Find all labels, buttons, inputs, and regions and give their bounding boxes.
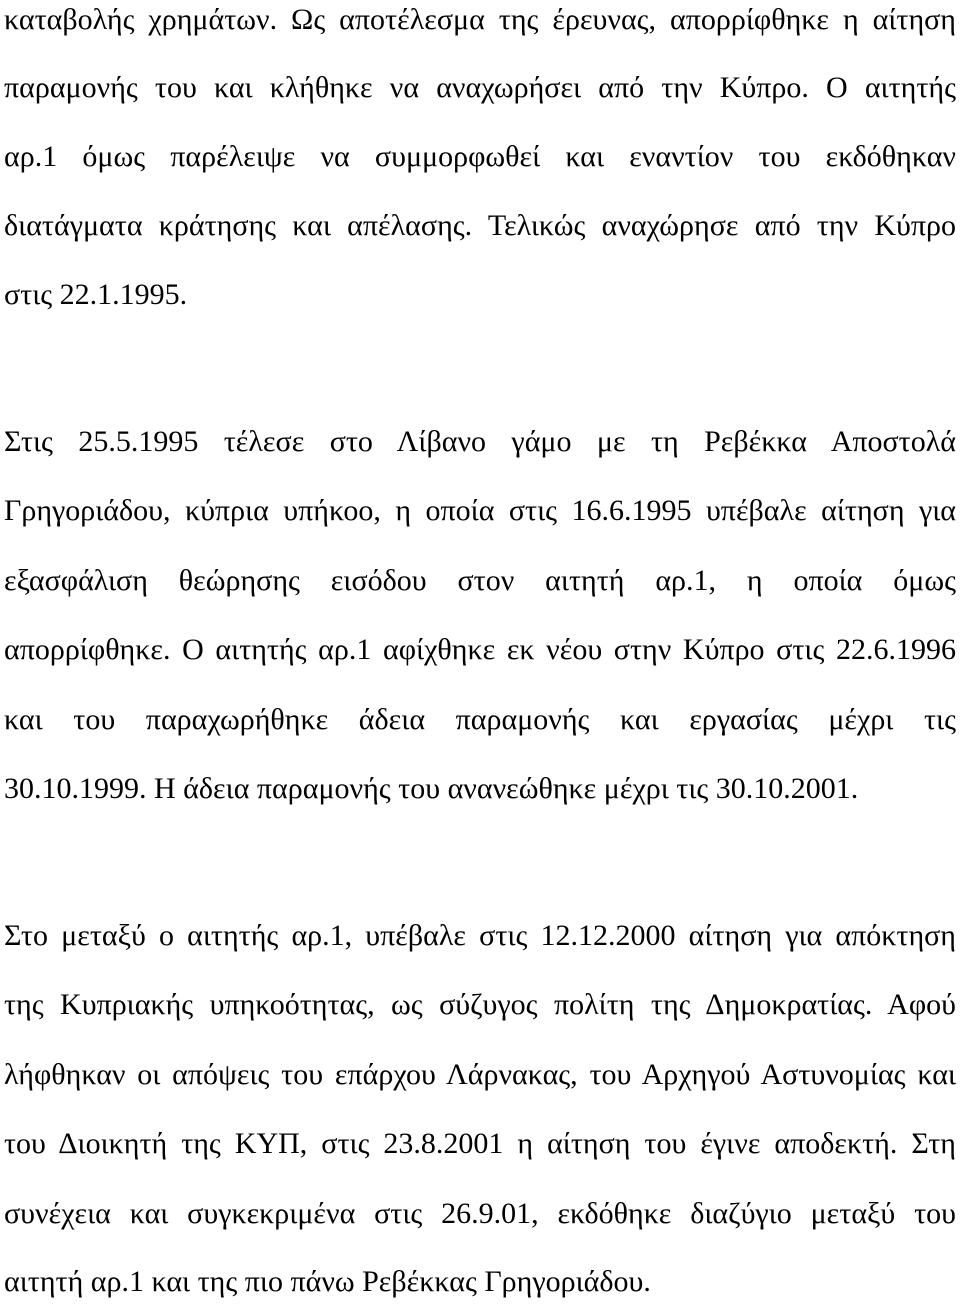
text-line: Στο μεταξύ ο αιτητής αρ.1, υπέβαλε στις 12.12.2000 αίτηση για απόκτηση: [4, 919, 956, 952]
text-line: του Διοικητή της ΚΥΠ, στις 23.8.2001 η αίτηση του έγινε αποδεκτή. Στη: [4, 1127, 956, 1160]
text-line: καταβολής χρημάτων. Ως αποτέλεσμα της έρευνας, απορρίφθηκε η αίτηση: [4, 3, 956, 36]
text-line: Στις 25.5.1995 τέλεσε στο Λίβανο γάμο με τη Ρεβέκκα Αποστολά: [4, 425, 956, 458]
text-line: Γρηγοριάδου, κύπρια υπήκοο, η οποία στις 16.6.1995 υπέβαλε αίτηση για: [4, 494, 956, 527]
text-line: της Κυπριακής υπηκοότητας, ως σύζυγος πολίτη της Δημοκρατίας. Αφού: [4, 988, 956, 1021]
text-line: αιτητή αρ.1 και της πιο πάνω Ρεβέκκας Γρηγοριάδου.: [4, 1265, 651, 1298]
text-line: λήφθηκαν οι απόψεις του επάρχου Λάρνακας, του Αρχηγού Αστυνομίας και: [4, 1058, 956, 1091]
text-line: παραμονής του και κλήθηκε να αναχωρήσει από την Κύπρο. Ο αιτητής: [4, 71, 956, 104]
text-line: στις 22.1.1995.: [4, 278, 188, 311]
text-line: απορρίφθηκε. Ο αιτητής αρ.1 αφίχθηκε εκ νέου στην Κύπρο στις 22.6.1996: [4, 633, 956, 666]
text-line: και του παραχωρήθηκε άδεια παραμονής και εργασίας μέχρι τις: [4, 703, 956, 736]
text-line: 30.10.1999. Η άδεια παραμονής του ανανεώθηκε μέχρι τις 30.10.2001.: [4, 772, 859, 805]
text-line: αρ.1 όμως παρέλειψε να συμμορφωθεί και εναντίον του εκδόθηκαν: [4, 140, 956, 173]
text-line: διατάγματα κράτησης και απέλασης. Τελικώς αναχώρησε από την Κύπρο: [4, 209, 956, 242]
text-line: συνέχεια και συγκεκριμένα στις 26.9.01, εκδόθηκε διαζύγιο μεταξύ του: [4, 1197, 956, 1230]
text-line: εξασφάλιση θεώρησης εισόδου στον αιτητή αρ.1, η οποία όμως: [4, 564, 956, 597]
